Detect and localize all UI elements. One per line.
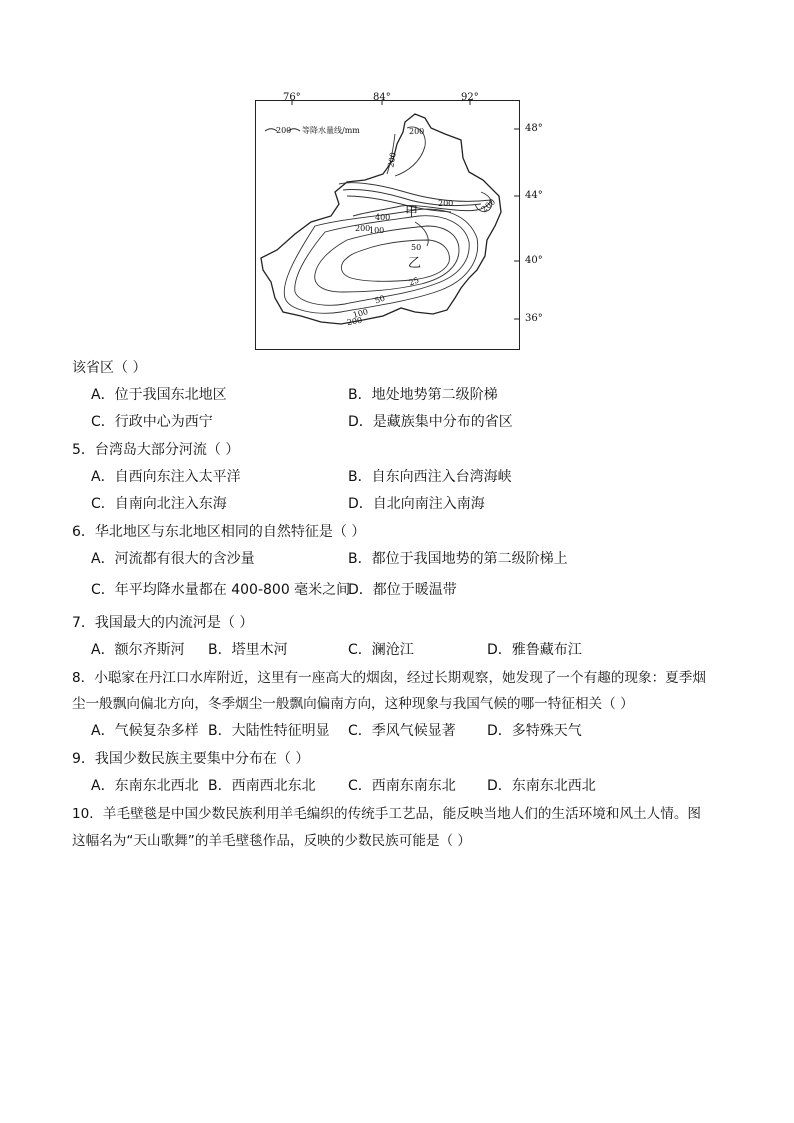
q8-option-a: A．气候复杂多样 — [91, 723, 199, 739]
contour-label-400: 400 — [375, 213, 391, 222]
q6-option-c: C．年平均降水量都在 400-800 毫米之间 — [91, 582, 351, 598]
q6-option-b: B．都位于我国地势的第二级阶梯上 — [348, 551, 568, 567]
q5-option-c: C．自南向北注入东海 — [91, 496, 227, 512]
q5-option-d: D．自北向南注入南海 — [348, 496, 485, 512]
legend-value: 200 — [276, 126, 292, 135]
q4-option-b: B．地处地势第二级阶梯 — [348, 387, 498, 403]
q4-option-a: A．位于我国东北地区 — [91, 387, 227, 403]
map-svg — [255, 100, 520, 350]
q8-stem-line2: 尘一般飘向偏北方向，冬季烟尘一般飘向偏南方向，这种现象与我国气候的哪一特征相关（ ） — [72, 696, 634, 712]
q4-stem: 该省区（ ） — [72, 360, 147, 376]
contour-label-100-b: 100 — [351, 307, 370, 320]
point-jia-label: 甲 — [405, 205, 419, 220]
q8-option-b: B．大陆性特征明显 — [208, 723, 330, 739]
contour-basin-50 — [315, 226, 459, 292]
lon-label-84: 84° — [373, 92, 391, 103]
contour-label-100-a: 100 — [369, 226, 385, 235]
lon-label-92: 92° — [461, 92, 479, 103]
q10-stem-line2: 这幅名为“天山歌舞”的羊毛壁毯作品，反映的少数民族可能是（ ） — [72, 833, 472, 849]
q9-option-c: C．西南东南东北 — [348, 778, 456, 794]
contour-basin-25 — [341, 240, 449, 281]
contour-label-200-b: 200 — [386, 151, 398, 169]
map-frame — [256, 101, 520, 350]
q7-stem: 7．我国最大的内流河是（ ） — [72, 615, 254, 631]
q9-option-a: A．东南东北西北 — [91, 778, 199, 794]
point-yi-label: 乙 — [408, 256, 422, 271]
legend-label: 等降水量线/mm — [302, 126, 360, 135]
contour-label-200-d: 200 — [479, 197, 498, 214]
q7-option-d: D．雅鲁藏布江 — [487, 642, 582, 658]
q8-stem-line1: 8．小聪家在丹江口水库附近，这里有一座高大的烟囱，经过长期观察，她发现了一个有趣的现象：夏季烟 — [72, 670, 706, 686]
q8-option-c: C．季风气候显著 — [348, 723, 456, 739]
q4-option-d: D．是藏族集中分布的省区 — [348, 414, 513, 430]
q4-option-c: C．行政中心为西宁 — [91, 414, 213, 430]
q9-stem: 9．我国少数民族主要集中分布在（ ） — [72, 751, 310, 767]
q7-option-a: A．额尔齐斯河 — [91, 642, 185, 658]
precipitation-map — [255, 92, 543, 350]
contour-label-200-a: 200 — [409, 127, 425, 136]
q6-option-a: A．河流都有很大的含沙量 — [91, 551, 255, 567]
q7-option-c: C．澜沧江 — [348, 642, 414, 658]
q5-option-a: A．自西向东注入太平洋 — [91, 469, 241, 485]
contour-label-50-b: 50 — [373, 293, 387, 306]
q6-stem: 6．华北地区与东北地区相同的自然特征是（ ） — [72, 524, 366, 540]
q5-stem: 5．台湾岛大部分河流（ ） — [72, 442, 240, 458]
contour-label-200-c: 200 — [438, 199, 454, 208]
q9-option-d: D．东南东北西北 — [487, 778, 596, 794]
contour-label-25: 25 — [407, 275, 421, 288]
q7-option-b: B．塔里木河 — [208, 642, 288, 658]
lat-label-40: 40° — [525, 255, 543, 266]
lon-label-76: 76° — [283, 92, 301, 103]
lat-label-44: 44° — [525, 190, 543, 201]
contour-label-200-f: 200 — [346, 315, 363, 328]
q8-option-d: D．多特殊天气 — [487, 723, 582, 739]
q9-option-b: B．西南西北东北 — [208, 778, 316, 794]
q5-option-b: B．自东向西注入台湾海峡 — [348, 469, 512, 485]
q6-option-d: D．都位于暖温带 — [348, 582, 457, 598]
contour-valley-inner — [343, 189, 481, 205]
contour-label-200-e: 200 — [355, 224, 371, 233]
q10-stem-line1: 10．羊毛壁毯是中国少数民族利用羊毛编织的传统手工艺品，能反映当地人们的生活环境和风土人情。图 — [72, 806, 702, 822]
contour-label-50-a: 50 — [411, 243, 422, 252]
lat-label-36: 36° — [525, 313, 543, 324]
lat-label-48: 48° — [525, 123, 543, 134]
